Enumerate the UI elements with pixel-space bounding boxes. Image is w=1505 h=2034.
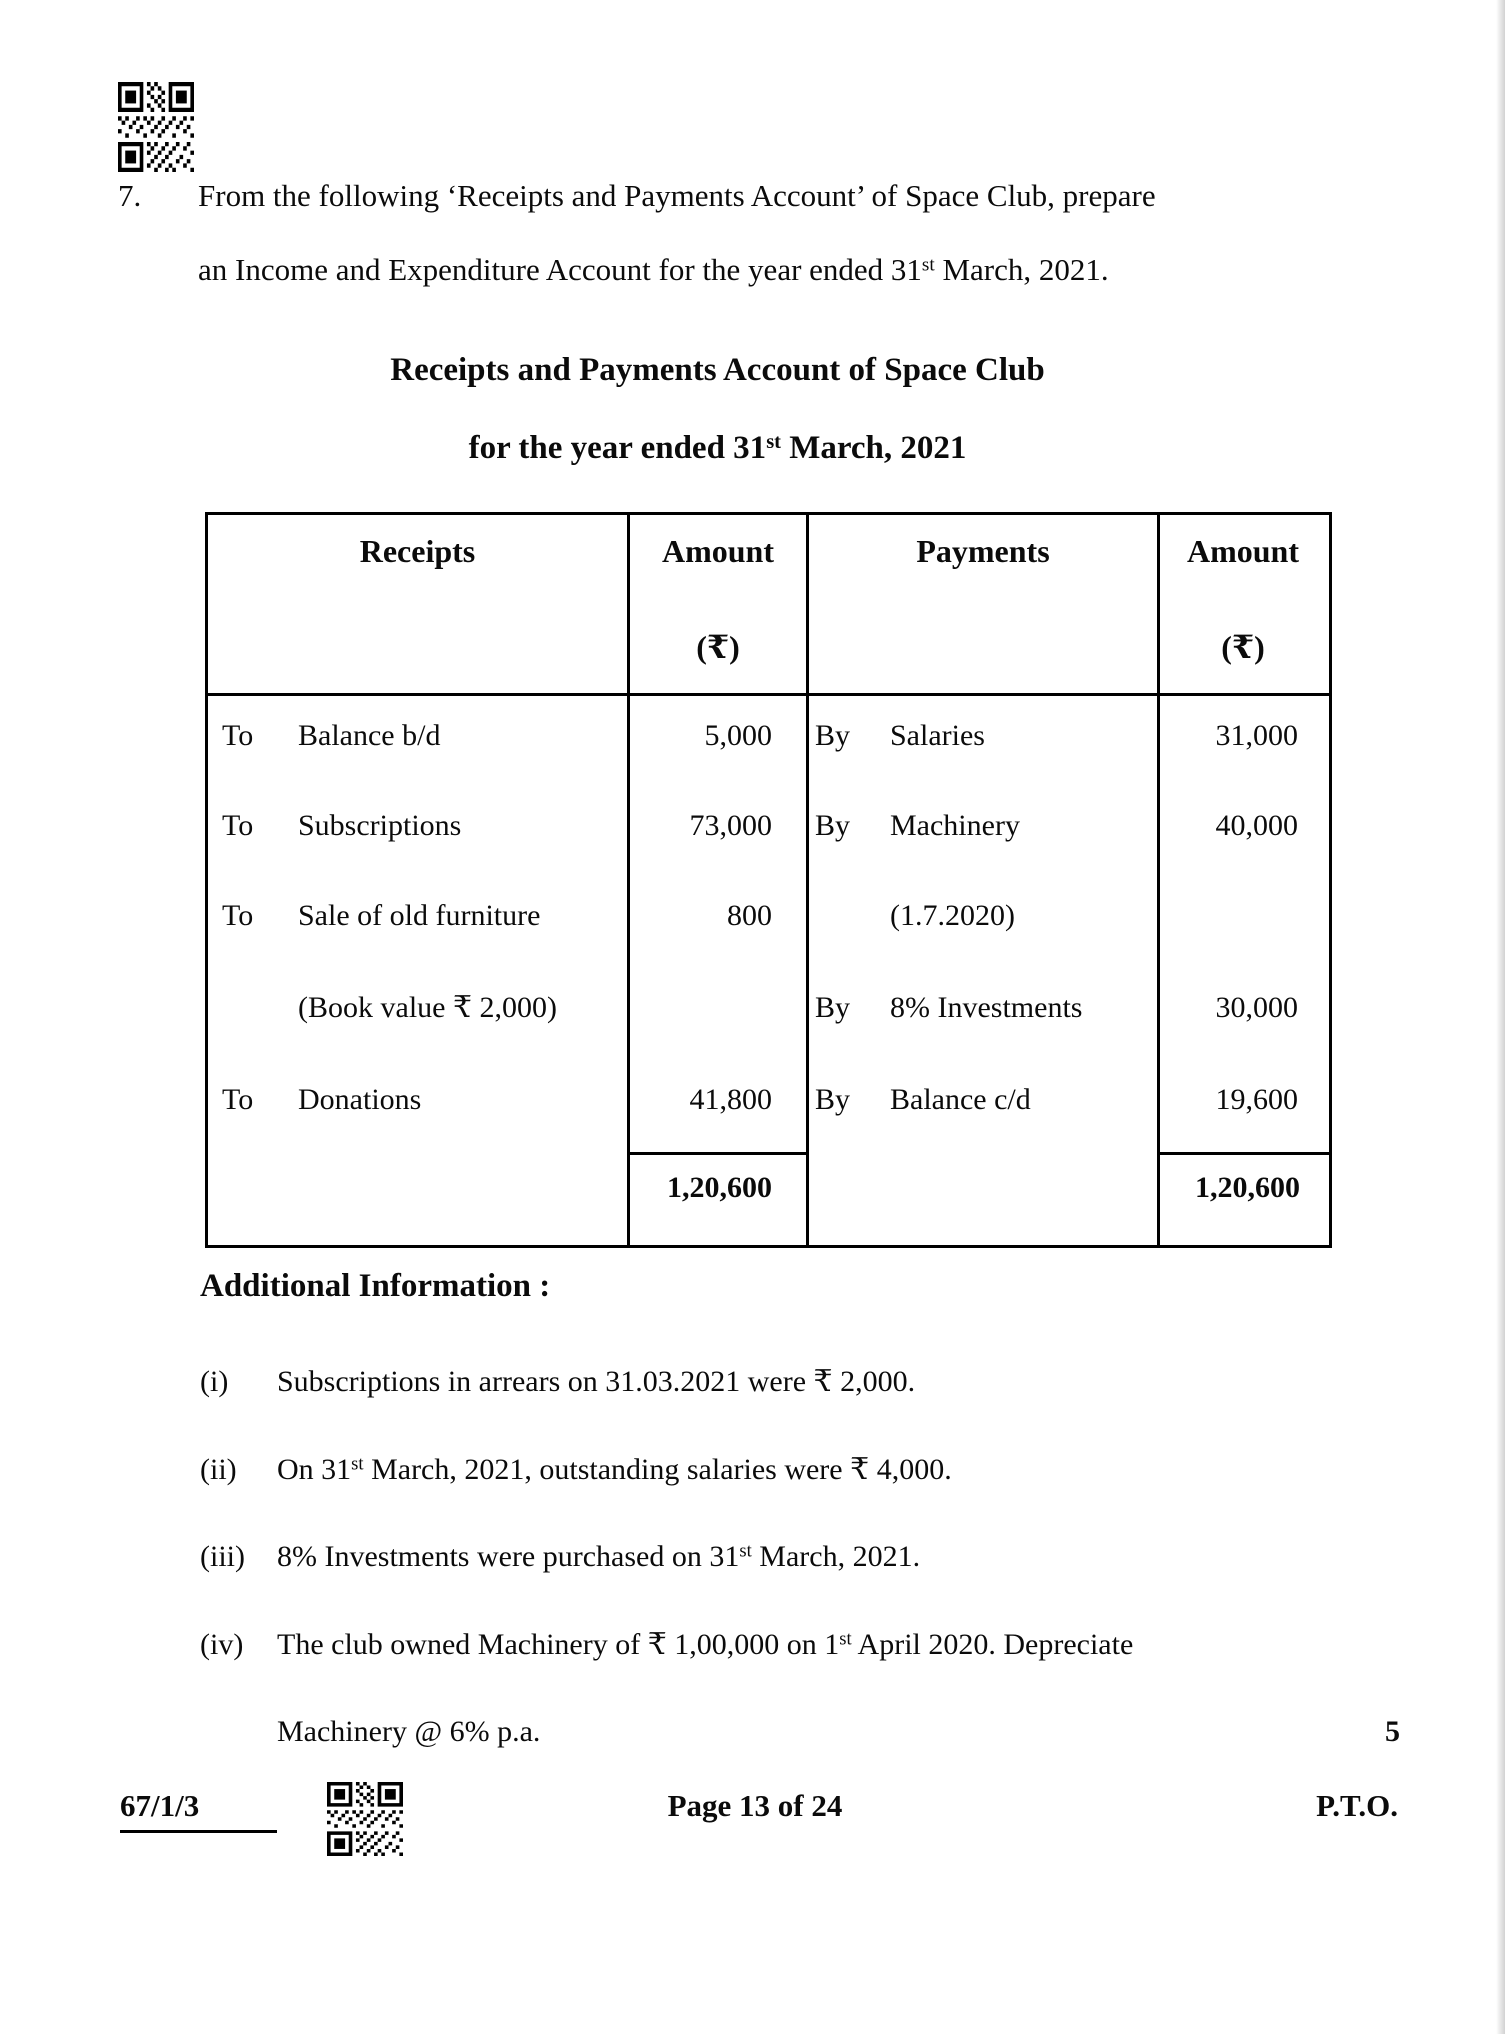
receipt-label: Donations: [298, 1083, 422, 1116]
payment-amount: 30,000: [1215, 991, 1298, 1024]
payment-label: 8% Investments: [890, 991, 1083, 1024]
receipt-prefix: To: [222, 809, 254, 842]
receipt-amount: 800: [727, 899, 772, 932]
receipt-amount: 5,000: [704, 719, 772, 752]
receipt-label: (Book value ₹ 2,000): [298, 991, 558, 1024]
question-line-2: an Income and Expenditure Account for the year ended 31st March, 2021.: [198, 252, 1109, 287]
payment-prefix: By: [815, 1083, 851, 1116]
currency-symbol-right: (₹): [1221, 629, 1265, 665]
table-divider-3: [1157, 515, 1160, 1245]
total-rule-right: [1157, 1152, 1329, 1155]
account-title-line-1: Receipts and Payments Account of Space Club: [390, 352, 1045, 388]
info-item-text: The club owned Machinery of ₹ 1,00,000 on 1st April 2020. Depreciate: [277, 1628, 1134, 1661]
total-amount-left: 1,20,600: [667, 1171, 772, 1204]
page-indicator: Page 13 of 24: [667, 1788, 843, 1823]
qr-code-icon-top: [118, 82, 194, 172]
pto-label: P.T.O.: [1316, 1788, 1398, 1823]
payment-amount: 19,600: [1215, 1083, 1298, 1116]
payment-label: Salaries: [890, 719, 985, 752]
payment-amount: 31,000: [1215, 719, 1298, 752]
col-header-receipts: Receipts: [359, 533, 476, 569]
payment-label: (1.7.2020): [890, 899, 1015, 932]
info-item-number: (iii): [200, 1540, 245, 1573]
question-number: 7.: [118, 178, 142, 213]
info-item-text-continued: Machinery @ 6% p.a.: [277, 1715, 541, 1748]
col-header-amount-left: Amount: [661, 533, 774, 569]
table-divider-2: [806, 515, 809, 1245]
info-item-number: (iv): [200, 1628, 244, 1661]
receipt-prefix: To: [222, 899, 254, 932]
receipt-label: Sale of old furniture: [298, 899, 541, 932]
receipt-label: Balance b/d: [298, 719, 441, 752]
account-title-line-2: for the year ended 31st March, 2021: [468, 430, 967, 466]
payment-label: Balance c/d: [890, 1083, 1031, 1116]
info-item-text: On 31st March, 2021, outstanding salaries were ₹ 4,000.: [277, 1453, 952, 1486]
receipts-payments-table: [205, 512, 1332, 1248]
table-divider-1: [627, 515, 630, 1245]
payment-prefix: By: [815, 719, 851, 752]
info-item-text: Subscriptions in arrears on 31.03.2021 were ₹ 2,000.: [277, 1365, 916, 1398]
receipt-label: Subscriptions: [298, 809, 462, 842]
paper-code-underline: [120, 1830, 277, 1833]
col-header-payments: Payments: [916, 533, 1050, 569]
info-item-number: (ii): [200, 1453, 237, 1486]
total-amount-right: 1,20,600: [1195, 1171, 1300, 1204]
header-bottom-rule: [208, 693, 1329, 696]
payment-label: Machinery: [890, 809, 1020, 842]
payment-prefix: By: [815, 809, 851, 842]
info-item-number: (i): [200, 1365, 229, 1398]
payment-amount: 40,000: [1215, 809, 1298, 842]
payment-prefix: By: [815, 991, 851, 1024]
receipt-prefix: To: [222, 719, 254, 752]
receipt-amount: 41,800: [689, 1083, 772, 1116]
receipt-prefix: To: [222, 1083, 254, 1116]
additional-info-heading: Additional Information :: [200, 1268, 551, 1304]
marks-value: 5: [1385, 1715, 1400, 1748]
scan-edge-shadow: [1496, 0, 1505, 2034]
currency-symbol-left: (₹): [696, 629, 740, 665]
info-item-text: 8% Investments were purchased on 31st March, 2021.: [277, 1540, 921, 1573]
paper-code: 67/1/3: [120, 1788, 200, 1823]
receipt-amount: 73,000: [689, 809, 772, 842]
total-rule-left: [627, 1152, 809, 1155]
col-header-amount-right: Amount: [1186, 533, 1299, 569]
question-line-1: From the following ‘Receipts and Payments Account’ of Space Club, prepare: [198, 178, 1156, 213]
